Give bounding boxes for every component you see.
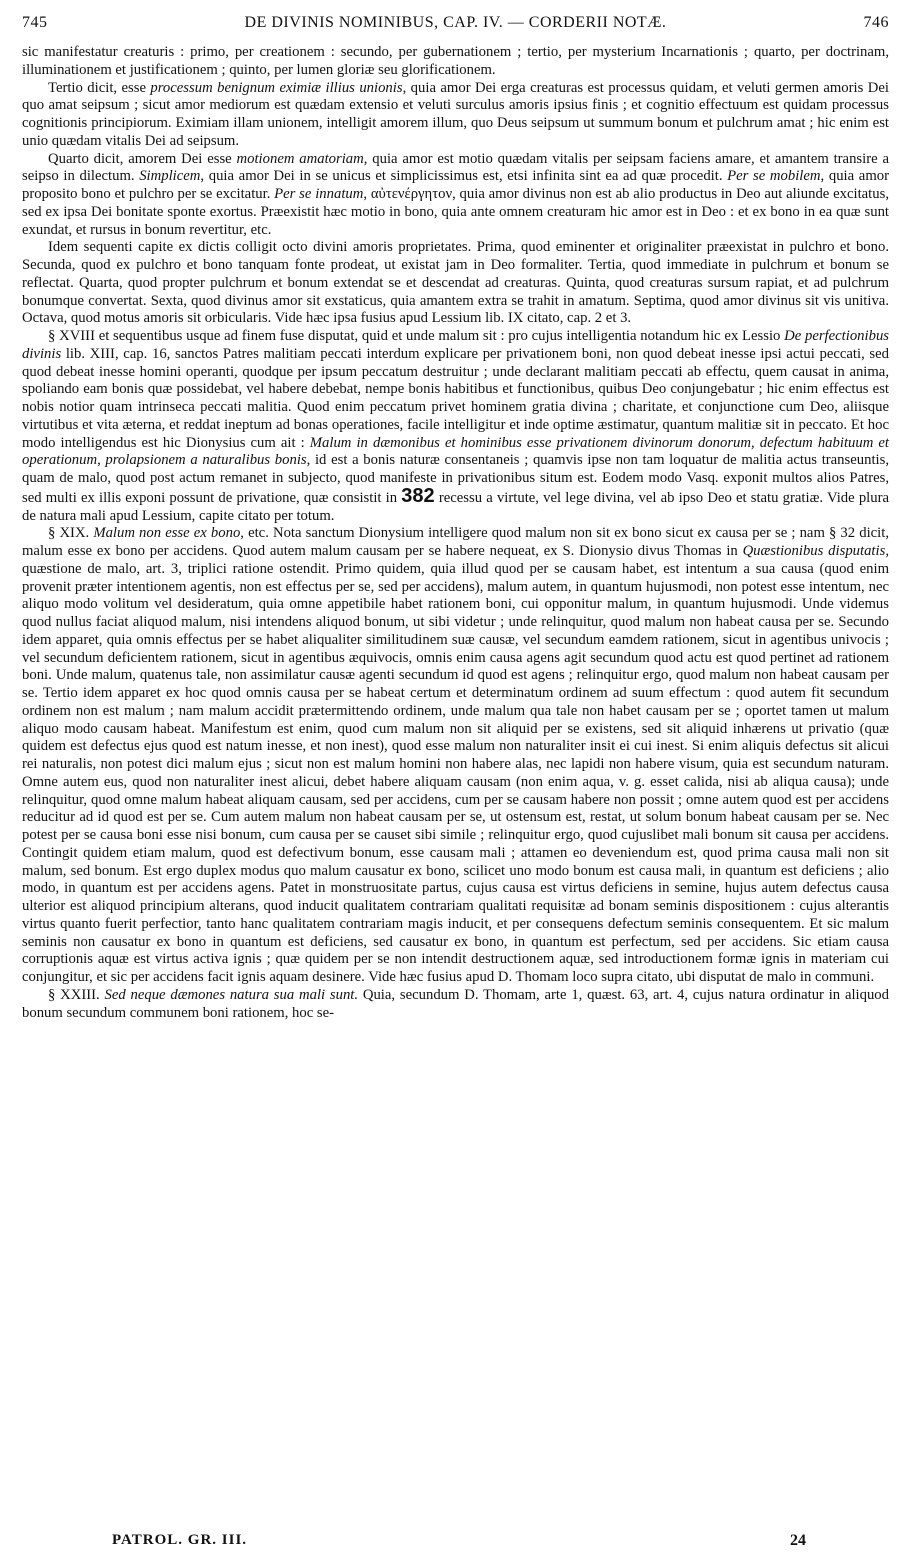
text-run: Quarto dicit, amorem Dei esse <box>48 150 237 167</box>
page-footer <box>22 1532 889 1554</box>
text-run: § XIX. <box>48 525 94 542</box>
running-title: DE DIVINIS NOMINIBUS, CAP. IV. — CORDERII NOTÆ. <box>244 14 667 31</box>
text-run: , quia amor Dei in se unicus et simplicissimus est, etsi infinita sint ea ad quæ procedit. <box>200 168 728 185</box>
text-run: Idem sequenti capite ex dictis colligit octo divini amoris proprietates. Prima, quod eminenter et originaliter præexistat in pulchro et bono. Secunda, quod ex pulchro et bono tanquam fonte prodeat, ut existat jam in Deo formaliter. Tertia, quod immediate in pulchrum et bonum se reflectat. Quarta, quod propter pulchrum et bonum extendat se et descendat ad creaturas. Quinta, quod creaturas sursum rapiat, et ad pulchrum bonumque convertat. Sexta, quod divinus amor sit exstaticus, quia amantem extra se trahit in amatum. Septima, quod amor divinus sit vis unitiva. Octava, quod motus amoris sit orbicularis. Vide hæc ipsa fusius apud Lessium lib. IX citato, cap. 2 et 3. <box>22 239 889 327</box>
italic-phrase: Simplicem <box>139 168 201 185</box>
text-run: , id est a bonis naturæ consentaneis ; quamvis ipse non tam loquatur de malitia actus transeuntis, quam de malo, quod post actum remanet in subjecto, quod manifeste in privationibus situm est. Eodem modo Vasq. exponit multos alios Patres, sed multi ex illis exponi possunt de privatione, quæ consistit in <box>22 452 889 506</box>
text-run: § XXIII. <box>48 986 105 1003</box>
italic-phrase: Quæstionibus disputatis <box>742 543 886 559</box>
paragraph <box>22 151 889 240</box>
text-run: , quia amor Dei erga creaturas est processus quidam, et veluti germen amoris Dei quo amat seipsum ; sicut amor mediorum est quædam extensio et veluti surculus amoris ipsius finis ; et cognitio effectuum est quidam processus cognitionis principiorum. Eximiam illam unionem, intelligit amorem illum, quo Deus seipsum ut summum bonum et pulchrum amat ; hic enim est unio quædam vitalis Dei ad seipsum. <box>22 79 889 149</box>
inline-column-number: 382 <box>401 484 435 507</box>
italic-phrase: processum benignum eximiæ illius unionis <box>150 79 403 96</box>
paragraph <box>22 44 889 80</box>
italic-phrase: Per se innatum <box>274 186 364 202</box>
italic-phrase: motionem amatoriam <box>236 150 364 167</box>
text-run: , etc. Nota sanctum Dionysium intelligere quod malum non sit ex bono sicut ex causa per se ; nam § 32 dicit, malum esse ex bono per accidens. Quod autem malum causam per se habere nequeat, ex S. Dionysio divus Thomas in <box>22 525 889 559</box>
italic-phrase: Malum non esse ex bono <box>93 525 241 542</box>
page-number-right: 746 <box>863 14 889 31</box>
text-run: recessu a virtute, vel lege divina, vel ab ipso Deo et statu gratiæ. Vide plura de natura mali apud Lessium, capite citato per totum. <box>22 489 889 524</box>
paragraph <box>22 525 889 987</box>
page-number-left: 745 <box>22 14 48 31</box>
sheet-number: 24 <box>790 1532 806 1549</box>
body-text <box>22 44 889 1022</box>
paragraph <box>22 987 889 1023</box>
paragraph <box>22 239 889 328</box>
text-run: , quia amor est motio quædam vitalis per seipsam faciens amare, et amantem transire a seipso in dilectum. <box>22 150 889 185</box>
text-run: sic manifestatur creaturis : primo, per creationem : secundo, per gubernationem ; tertio, per mysterium Incarnationis ; quarto, per doctrinam, illuminationem et justificationem ; quinto, per lumen gloriæ seu glorificationem. <box>22 44 889 78</box>
paragraph <box>22 328 889 525</box>
text-run: lib. XIII, cap. 16, sanctos Patres malitiam peccati interdum explicare per privationem boni, non quod debeat inesse ipsi actui peccati, sed quod debeat inesse homini operanti, quodque per ipsum peccatum destruitur ; unde declarant malitiam peccati ab effectu, quem causat in anima, spoliando eam bonis quæ possidebat, vel habere debebat, nempe bonis habitibus et functionibus, quibus Deo conjungebatur ; hic enim effectus est nobis notior quam intrinseca peccati malitia. Quod enim peccatum privet hominem gratia divina ; charitate, et conjunctione cum Deo, aliisque virtutibus et vita æterna, et reddat ineptum ad bonas operationes, facile intelligitur et inde optime æstimatur, quantum malitiæ sit in peccato. Et hoc modo intelligendus est hic Dionysius cum ait : <box>22 345 889 451</box>
italic-phrase: Per se mobilem <box>727 168 821 185</box>
printer-signature: PATROL. GR. III. <box>112 1532 248 1548</box>
italic-phrase: Malum in dæmonibus et hominibus esse privationem divinorum donorum, defectum habituum et operationum, prolapsionem a naturalibus bonis <box>22 434 889 469</box>
text-run: , quæstione de malo, art. 3, triplici ratione ostendit. Primo quidem, quia illud quod per se causam habet, est intentum a sua causa (quod enim provenit præter intentionem agentis, non est effectus per se, sed per accidens), malum autem, in quantum hujusmodi, non potest esse intentum, nec aliquo modo volitum vel desideratum, quia omne appetibile habet rationem boni, cui opponitur malum, in quantum hujusmodi. Unde videmus quod nullus faciat aliquod malum, nisi intendens aliquod bonum, ut sibi videtur ; unde relinquitur, quod malum non habeat causa per se. Secundo idem apparet, quia omnis effectus per se habet aliqualiter similitudinem suæ causæ, vel secundum eamdem rationem, sicut in agentibus univocis ; vel secundum deficientem rationem, sicut in agentibus æquivocis, omnis enim causa agens agit secundum quod actu est quod pertinet ad rationem boni. Unde malum, quatenus tale, non assimilatur causæ agenti secundum id quod est agens ; relinquitur ergo, quod malum non habeat causam per se. Tertio idem apparet ex hoc quod omnis causa per se habeat certum et determinatum ordinem ad suum effectum : quod autem fit secundum ordinem non est malum ; nam malum accidit prætermittendo ordinem, unde malum qua tale non habet causam per se ; oportet tamen ut malum aliquo modo causam habeat. Manifestum est enim, quod cum malum non sit aliquid per se existens, sed sit aliquid inhærens ut privatio (quæ quidem est defectus ejus quod est natum inesse, et non inest), quod esse malum non naturaliter insit ei cui inest. Si enim aliquis defectus sit alicui rei naturalis, non potest dici malum ejus ; sicut non est malum homini non habere alas, nec lapidi non habere visum, quia est secundum naturam. Omne autem eus, quod non naturaliter inest alicui, debet habere aliquam causam (non enim aqua, v. g. esset calida, nisi ab aliqua causa); unde relinquitur, quod omne malum habeat aliquam causam, sed per accidens, cum per se causam habere non possit ; omne autem quod est per accidens reducitur ad id quod est per se. Cum autem malum non habeat causam per se, ut ostensum est, restat, ut solum bonum habeat causam per se. Nec potest per se causa boni esse nisi bonum, cum causa per se causet sibi simile ; relinquitur ergo, quod cujuslibet mali bonum sit causa per accidens. Contingit quidem etiam malum, quod est defectivum bonum, esse causam mali ; attamen eo deveniendum est, quod prima causa mali non sit malum, sed bonum. Est ergo duplex modus quo malum causatur ex bono, scilicet uno modo bonum est causa mali, in quantum est deficiens ; alio modo, in quantum est per accidens agens. Patet in monstruositate partus, cujus causa est virtus deficiens in semine, hujus autem defectus causa ulterior est aliquod principium alterans, quod inducit qualitatem contrariam qualitati requisitæ ad bonam seminis dispositionem : cujus alterantis virtus quanto fuerit perfectior, tanto hanc qualitatem contrariam magis inducit, et per consequens defectum seminis consequentem. Et sic malum seminis non causatur ex bono in quantum est deficiens, sed causatur ex bono, in quantum est perfectum, sed per accidens. Sic etiam causa corruptionis aquæ est virtus activa ignis ; quæ quidem per se non intendit destructionem aquæ, sed introductionem formæ ignis in materiam cui conjungitur, et sic per accidens facit ignis aquam desinere. Vide hæc fusius apud D. Thomam loco supra citato, ubi disputat de malo in communi. <box>22 543 889 985</box>
italic-phrase: Sed neque dæmones natura sua mali sunt. <box>104 986 359 1003</box>
text-run: , αὐτενέργητον, quia amor divinus non est ab alio productus in Deo aut aliunde excitatus, sed ex ipsa Dei bonitate sponte exortus. Præexistit hæc motio in bono, quia ante omnem creaturam hic amor est in Deo : et ex bono in ea quæ sunt exundat, et rursus in bonum revertitur, etc. <box>22 186 889 238</box>
text-run: Tertio dicit, esse <box>48 79 151 96</box>
text-run: , quia amor proposito bono et pulchro per se excitatur. <box>22 168 889 202</box>
italic-phrase: De perfectionibus divinis <box>22 328 890 362</box>
page-header <box>22 14 889 44</box>
text-run: Quia, secundum D. Thomam, arte 1, quæst. 63, art. 4, cujus natura ordinatur in aliquod bonum secundum communem boni rationem, hoc se- <box>22 986 889 1021</box>
paragraph <box>22 80 889 151</box>
text-run: § XVIII et sequentibus usque ad finem fuse disputat, quid et unde malum sit : pro cujus intelligentia notandum hic ex Lessio <box>48 328 785 344</box>
